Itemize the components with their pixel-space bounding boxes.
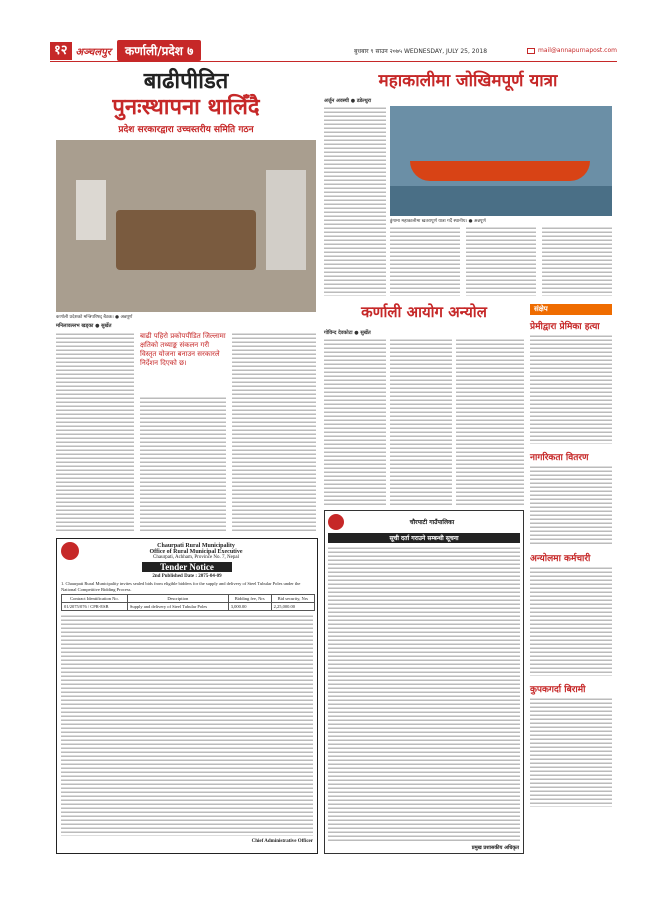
newspaper-page bbox=[50, 40, 617, 855]
tender-published: 2nd Published Date : 2075-04-09 bbox=[152, 574, 222, 579]
issue-date: बुधबार ९ साउन २०७५ WEDNESDAY, JULY 25, 2018 bbox=[353, 47, 488, 55]
listing-notice: चौरपाटी गाउँपालिका सूची दर्ता गराउने सम्बन्धी सूचना प्रमुख प्रशासकीय अधिकृत bbox=[324, 510, 524, 854]
story1-pullquote: बाढी पहिरो प्रकोपपीडित जिल्लामा क्षतिको तथ्याङ्क संकलन गरी विस्तृत योजना बनाउन सरकारले निर्देशन दिएको छ। bbox=[140, 332, 226, 367]
listing-notice-body bbox=[328, 546, 520, 842]
brief-text-2 bbox=[530, 465, 612, 545]
story2-col4 bbox=[542, 226, 612, 296]
story2-byline: अर्जुन अवस्थी ● डडेल्धुरा bbox=[324, 98, 372, 104]
story2-col3 bbox=[466, 226, 536, 296]
email-address[interactable]: mail@annapurnapost.com bbox=[527, 47, 617, 54]
meeting-photo bbox=[56, 140, 316, 312]
brief-text-3 bbox=[530, 566, 612, 676]
story2-headline: महाकालीमा जोखिमपूर्ण यात्रा bbox=[378, 71, 558, 91]
story2-caption: डुंगामा महाकालीमा खतरापूर्ण यात्रा गर्दै स्थानीय। ● अन्नपूर्ण bbox=[390, 219, 486, 224]
page-number: १२ bbox=[50, 42, 72, 60]
story1-headline: बाढीपीडित पुनःस्थापना थालिँदै प्रदेश सरकारद्वारा उच्चस्तरीय समिति गठन bbox=[112, 68, 260, 135]
mail-icon bbox=[527, 48, 535, 54]
emblem-icon bbox=[61, 542, 79, 560]
story2-col2 bbox=[390, 226, 460, 296]
tender-notice: Chaurpati Rural Municipality Office of Rural Municipal Executive Chaurpati, Achham, Province No. 7, Nepal Tender Notice 2nd Published Date : 2075-04-09 1. Chaurpati Rural Municipality invites sealed bids from eligible bidders for the supply and delivery of Steel Tubular Poles under the National Competitive Bidding Process. Contract Identification No. Description Bidding fee, Nrs Bid security, Nrs 01/2075/076 / CPR-ESB Supply and delivery of Steel Tubular Poles 3,000.00 2,25,000.00 Chief Administrative Officer bbox=[56, 538, 318, 854]
page-header bbox=[50, 40, 617, 62]
story1-byline: मनिलावल्लभ खड्का ● सुर्खेत bbox=[56, 323, 112, 329]
section-title: कर्णाली/प्रदेश ७ bbox=[117, 40, 201, 61]
listing-signoff: प्रमुख प्रशासकीय अधिकृत bbox=[471, 845, 519, 851]
listing-notice-title: सूची दर्ता गराउने सम्बन्धी सूचना bbox=[328, 533, 520, 543]
brief-sidebar bbox=[530, 304, 612, 854]
story3-col2 bbox=[390, 338, 452, 506]
tender-intro: 1. Chaurpati Rural Municipality invites sealed bids from eligible bidders for the supply and delivery of Steel Tubular Poles under the National Competitive Bidding Process. bbox=[61, 581, 301, 592]
story3-byline: गोविन्द देवकोटा ● सुर्खेत bbox=[324, 330, 371, 336]
story1-col1 bbox=[56, 332, 134, 532]
story1-col2 bbox=[140, 396, 226, 532]
brief-text-1 bbox=[530, 334, 612, 444]
section-label: अञ्चलपुर bbox=[75, 46, 111, 58]
sidebar-header: संक्षेप bbox=[530, 304, 612, 315]
boat-photo bbox=[390, 106, 612, 216]
brief-title-2: नागरिकता वितरण bbox=[530, 453, 589, 463]
tender-body bbox=[61, 614, 313, 836]
story1-col3 bbox=[232, 332, 316, 532]
brief-text-4 bbox=[530, 697, 612, 807]
story2-col1 bbox=[324, 106, 386, 296]
table-row: 01/2075/076 / CPR-ESB Supply and delivery of Steel Tubular Poles 3,000.00 2,25,000.00 bbox=[62, 603, 315, 611]
brief-title-3: अन्योलमा कर्मचारी bbox=[530, 554, 591, 564]
tender-title: Tender Notice bbox=[142, 562, 232, 572]
brief-title-1: प्रेमीद्वारा प्रेमिका हत्या bbox=[530, 322, 600, 332]
story3-col1 bbox=[324, 338, 386, 506]
story3-headline: कर्णाली आयोग अन्योल bbox=[361, 303, 487, 321]
tender-table: Contract Identification No. Description Bidding fee, Nrs Bid security, Nrs 01/2075/076 / CPR-ESB Supply and delivery of Steel Tubular Poles 3,000.00 2,25,000.00 bbox=[61, 594, 315, 611]
tender-signoff: Chief Administrative Officer bbox=[251, 839, 313, 844]
story1-caption: कर्णाली प्रदेशको मन्त्रिपरिषद् बैठक। ● अन्नपूर्ण bbox=[56, 315, 133, 320]
brief-title-4: कुपकगर्दा बिरामी bbox=[530, 685, 586, 695]
emblem-icon bbox=[328, 514, 344, 530]
story3-col3 bbox=[456, 338, 524, 506]
